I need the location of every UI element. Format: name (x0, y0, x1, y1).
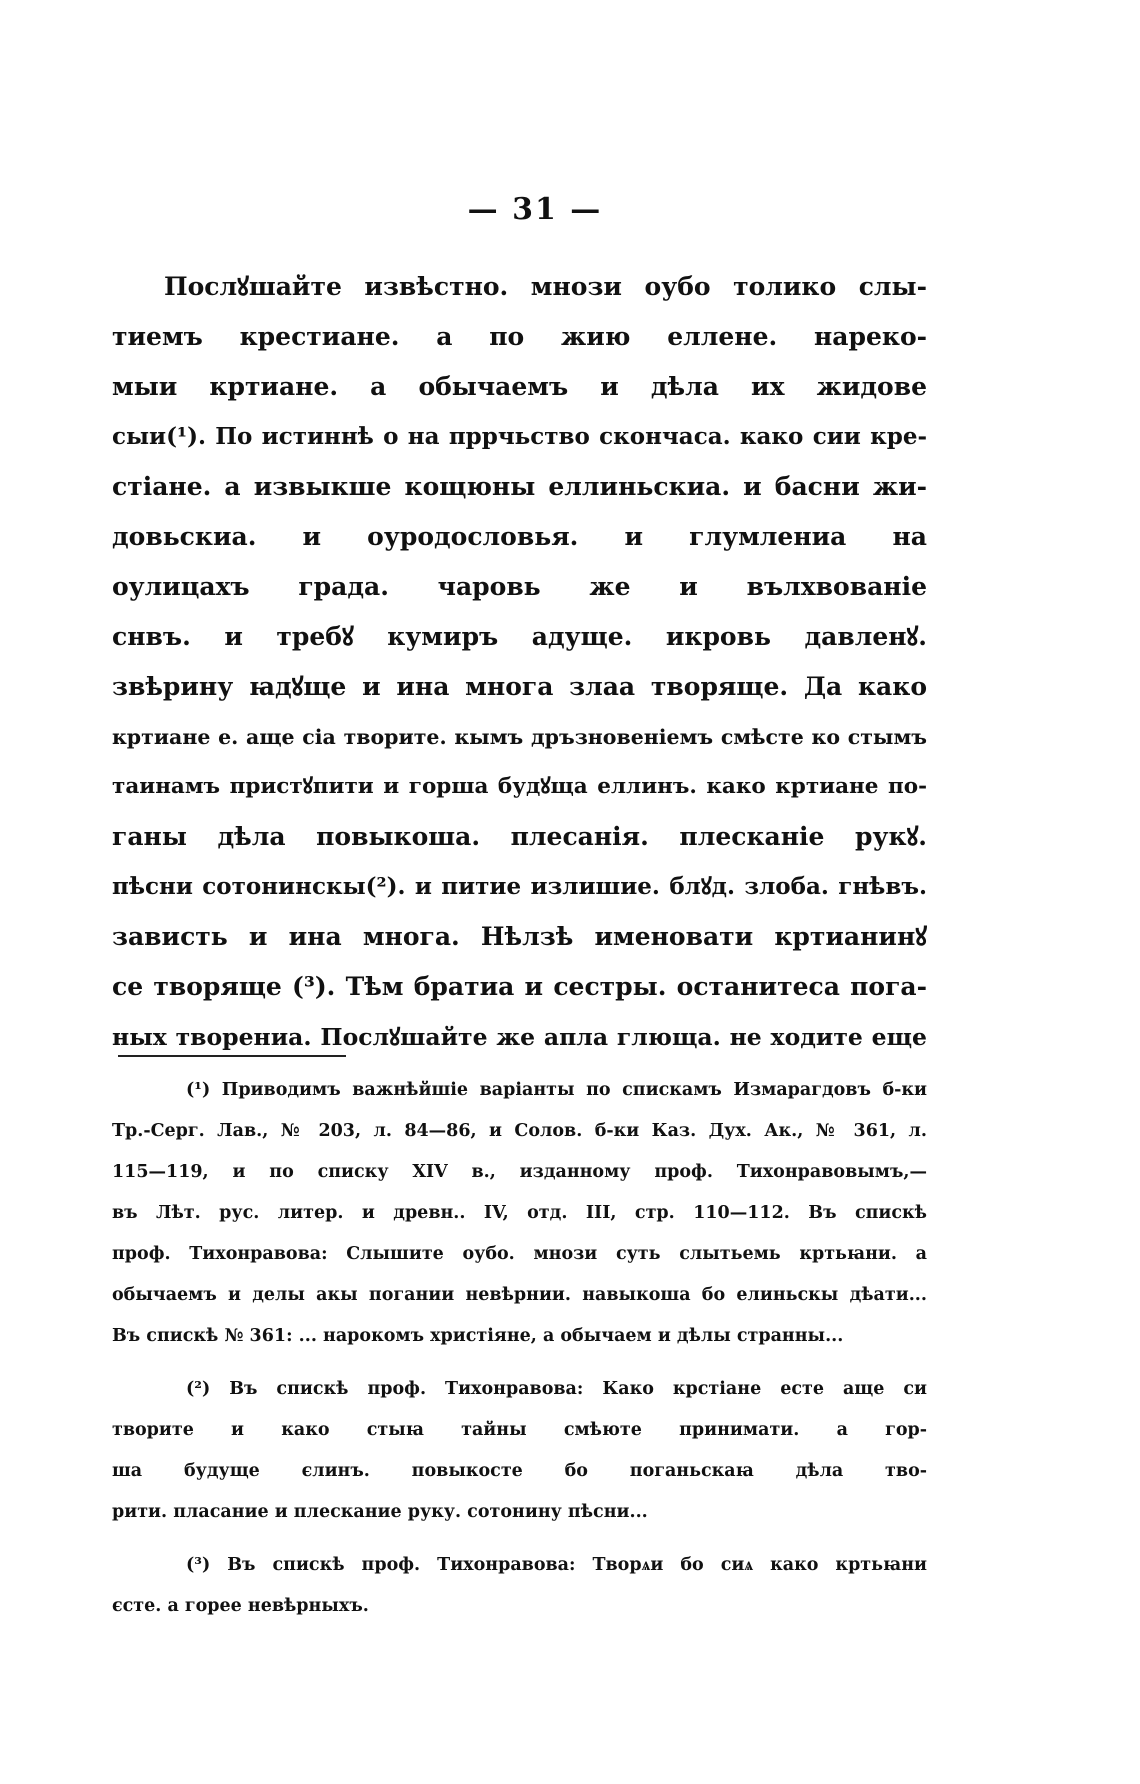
text-line: оулицахъ града. чаровь же и вълхвованіе (112, 572, 927, 601)
footnotes (112, 1070, 927, 1627)
text-line: звѣрину ꙗдꙋще и ина многа злаа творяще. Да како (112, 672, 927, 701)
text-line: кртиане е. аще сіа творите. кымъ дръзновеніемъ смѣсте ко стымъ (112, 725, 927, 749)
footnote-2 (112, 1369, 927, 1533)
text-line: сыи(¹). По истиннѣ о на пррчьство скончаса. како сии кре- (112, 423, 927, 450)
footnote-1 (112, 1070, 927, 1357)
footnote-line: ша будуще єлинъ. повыкосте бо поганьскаꙗ дѣла тво- (112, 1461, 927, 1481)
text-line: таинамъ пристꙋпити и горша будꙋща еллинъ. како кртиане по- (112, 774, 927, 799)
text-line: тиемъ крестиане. а по жию еллене. нареко- (112, 322, 927, 351)
text-line: Послꙋшайте извѣстно. мнози оубо толико слы- (164, 272, 927, 301)
footnote-line: Тр.-Серг. Лав., № 203, л. 84—86, и Солов. б-ки Каз. Дух. Ак., № 361, л. (112, 1121, 927, 1141)
footnote-line: 115—119, и по списку XIV в., изданному проф. Тихонравовымъ,— (112, 1162, 927, 1182)
footnote-line: (²) Въ спискѣ проф. Тихонравова: Како крстіане есте аще си (186, 1379, 927, 1399)
footnote-line: єсте. а горее невѣрныхъ. (112, 1596, 369, 1616)
footnote-line: Въ спискѣ № 361: ... нарокомъ христіяне, а обычаем и дѣлы странны... (112, 1326, 844, 1346)
text-line: довьскиа. и оуродословья. и глумлениа на (112, 522, 927, 551)
text-line: се творяще (³). Тѣм братиа и сестры. останитеса пога- (112, 972, 927, 1001)
footnote-line: проф. Тихонравова: Слышите оубо. мнози суть слытьемь кртьꙗни. а (112, 1244, 927, 1264)
text-line: снвъ. и требꙋ кумиръ адуще. икровь давленꙋ. (112, 622, 927, 651)
text-line: ганы дѣла повыкоша. плесанія. плесканіе рукꙋ. (112, 822, 927, 851)
footnote-line: (¹) Приводимъ важнѣйшіе варіанты по спискамъ Измарагдовъ б-ки (186, 1080, 927, 1100)
main-text (112, 262, 927, 1062)
footnote-divider (118, 1055, 346, 1057)
text-line: пѣсни сотонинскы(²). и питие излишие. блꙋд. злоба. гнѣвъ. (112, 873, 927, 900)
footnote-line: обычаемъ и делы акы погании невѣрнии. навыкоша бо елиньскы дѣати... (112, 1285, 927, 1305)
text-line: ных творениа. Послꙋшайте же апла глюща. не ходите еще (112, 1023, 927, 1051)
page-number: — 31 — (467, 192, 603, 227)
footnote-line: (³) Въ спискѣ проф. Тихонравова: Творѧи бо сиѧ како кртьꙗни (186, 1555, 927, 1575)
text-line: зависть и ина многа. Нѣлзѣ именовати кртианинꙋ (112, 922, 927, 951)
footnote-line: въ Лѣт. рус. литер. и древн.. IV, отд. III, стр. 110—112. Въ спискѣ (112, 1203, 927, 1223)
text-line: стіане. а извыкше кощюны еллиньскиа. и басни жи- (112, 472, 927, 501)
footnote-3 (112, 1545, 927, 1627)
text-line: мыи кртиане. а обычаемъ и дѣла их жидове (112, 372, 927, 401)
footnote-line: рити. пласание и плескание руку. сотонину пѣсни... (112, 1502, 648, 1522)
footnote-line: творите и како стыꙗ тайны смѣюте принимати. а гор- (112, 1420, 927, 1440)
